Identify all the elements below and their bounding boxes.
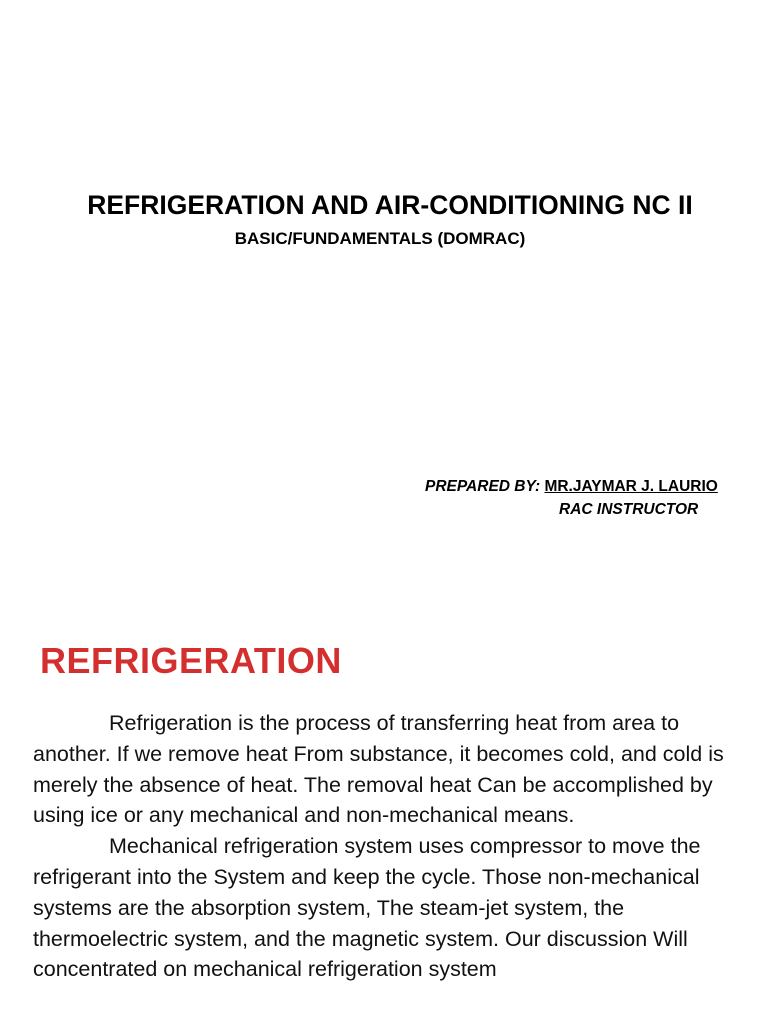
author-name: MR.JAYMAR J. LAURIO bbox=[544, 478, 718, 495]
document-subtitle: BASIC/FUNDAMENTALS (DOMRAC) bbox=[234, 229, 526, 248]
paragraph-1: Refrigeration is the process of transferring heat from area to another. If we remove heat From substance, it becomes cold, and cold is merely the absence of heat. The removal heat Can be accomplished by using ice or any mechanical and non-mechanical means. bbox=[33, 711, 724, 828]
paragraph-2: Mechanical refrigeration system uses compressor to move the refrigerant into the System and keep the cycle. Those non-mechanical systems are the absorption system, The steam-jet system, the thermoelectric system, and the magnetic system. Our discussion Will concentrated on mechanical refrigeration system bbox=[33, 834, 701, 982]
section-heading: REFRIGERATION bbox=[40, 640, 342, 681]
prepared-by-line bbox=[425, 478, 718, 496]
document-title: REFRIGERATION AND AIR-CONDITIONING NC II bbox=[87, 190, 693, 220]
author-role: RAC INSTRUCTOR bbox=[559, 501, 699, 518]
prepared-by-label: PREPARED BY: bbox=[425, 478, 541, 495]
section-body bbox=[33, 708, 745, 985]
